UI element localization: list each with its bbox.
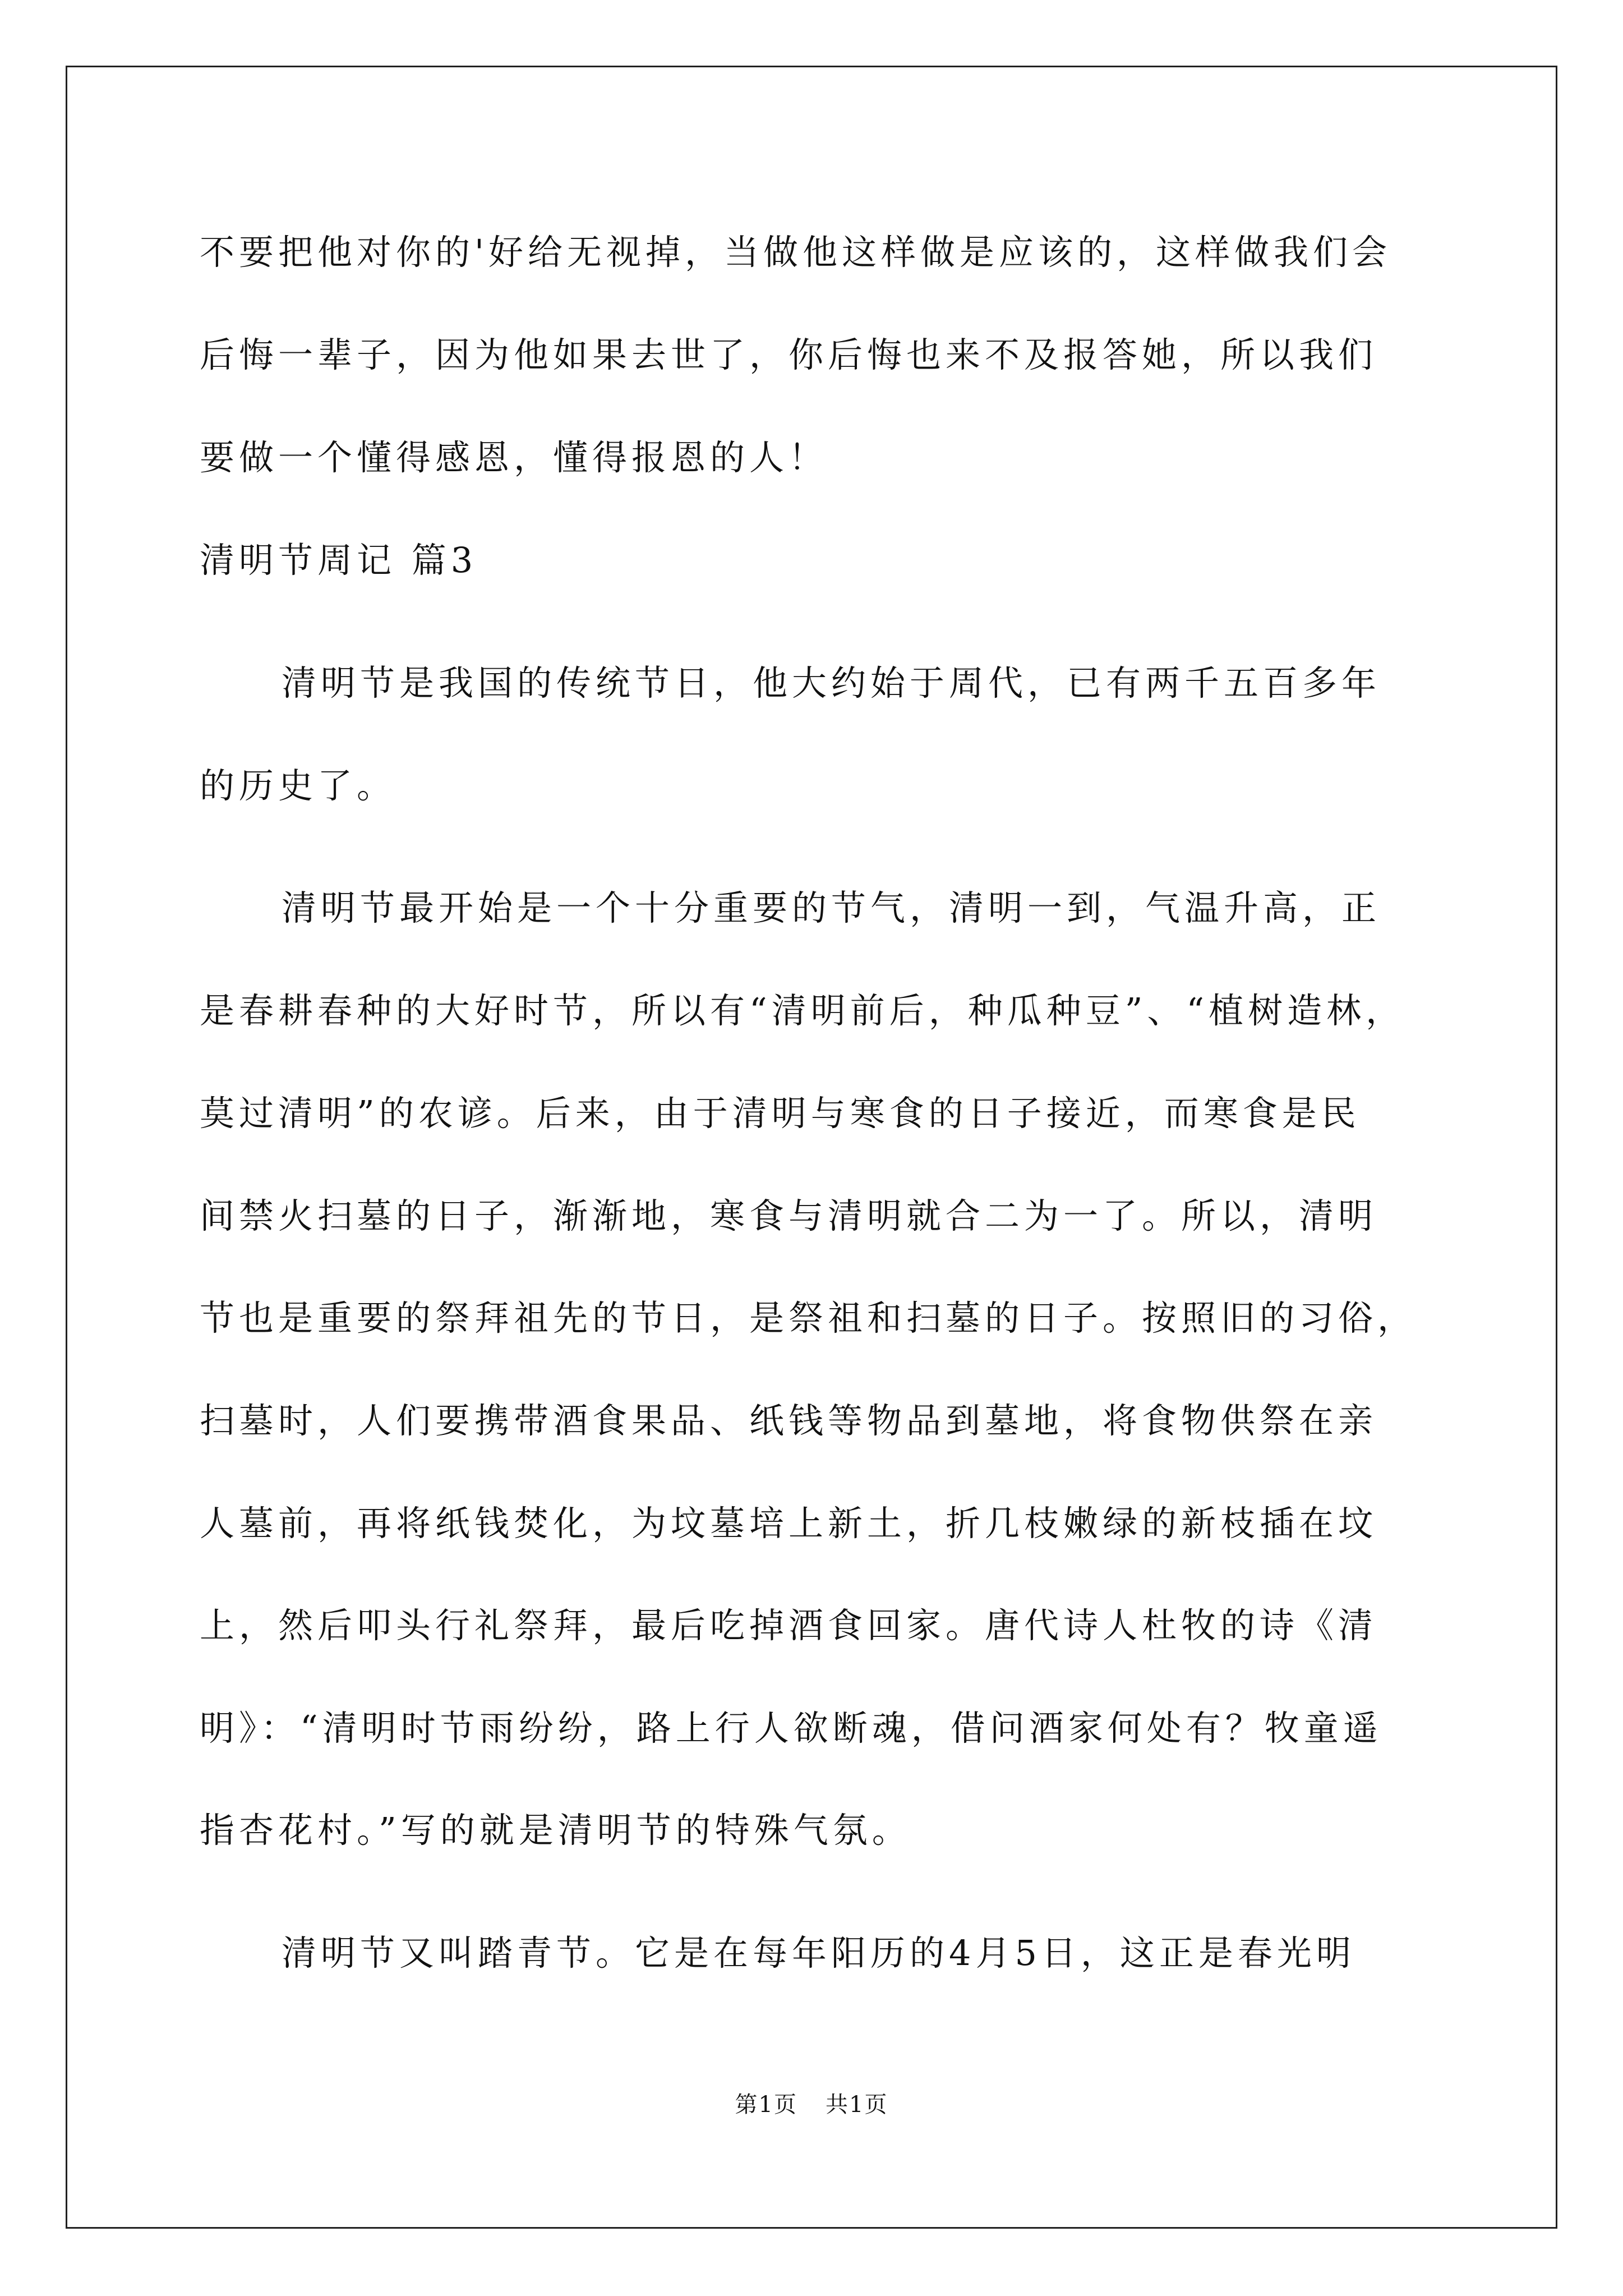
text-line: 后悔一辈子，因为他如果去世了，你后悔也来不及报答她，所以我们 xyxy=(200,334,1378,375)
text-line: 清明节是我国的传统节日，他大约始于周代，已有两千五百多年 xyxy=(282,662,1381,703)
page-total: 共1页 xyxy=(826,2092,888,2118)
text-line: 清明节又叫踏青节。它是在每年阳历的4月5日，这正是春光明 xyxy=(282,1932,1355,1973)
text-line: 是春耕春种的大好时节，所以有“清明前后，种瓜种豆”、“植树造林， xyxy=(200,990,1405,1031)
text-line: 节也是重要的祭拜祖先的节日，是祭祖和扫墓的日子。按照旧的习俗， xyxy=(200,1297,1417,1338)
text-line: 要做一个懂得感恩，懂得报恩的人！ xyxy=(200,437,828,478)
text-line: 人墓前，再将纸钱焚化，为坟墓培上新土，折几枝嫩绿的新枝插在坟 xyxy=(200,1503,1378,1544)
page-number: 第1页 xyxy=(735,2092,797,2118)
text-line: 上，然后叩头行礼祭拜，最后吃掉酒食回家。唐代诗人杜牧的诗《清 xyxy=(200,1605,1378,1646)
text-line: 指杏花村。”写的就是清明节的特殊气氛。 xyxy=(200,1810,911,1851)
text-line: 不要把他对你的'好给无视掉，当做他这样做是应该的，这样做我们会 xyxy=(200,232,1392,273)
page-border xyxy=(66,66,1557,2229)
text-line: 明》：“清明时节雨纷纷，路上行人欲断魂，借问酒家何处有？牧童遥 xyxy=(200,1708,1382,1749)
page-footer xyxy=(0,2088,1623,2122)
section-heading: 清明节周记 篇3 xyxy=(200,540,478,581)
text-line: 的历史了。 xyxy=(200,765,396,806)
text-line: 扫墓时，人们要携带酒食果品、纸钱等物品到墓地，将食物供祭在亲 xyxy=(200,1400,1378,1441)
text-line: 莫过清明”的农谚。后来，由于清明与寒食的日子接近，而寒食是民 xyxy=(200,1093,1361,1134)
text-line: 清明节最开始是一个十分重要的节气，清明一到，气温升高，正 xyxy=(282,887,1381,928)
text-line: 间禁火扫墓的日子，渐渐地，寒食与清明就合二为一了。所以，清明 xyxy=(200,1195,1378,1236)
